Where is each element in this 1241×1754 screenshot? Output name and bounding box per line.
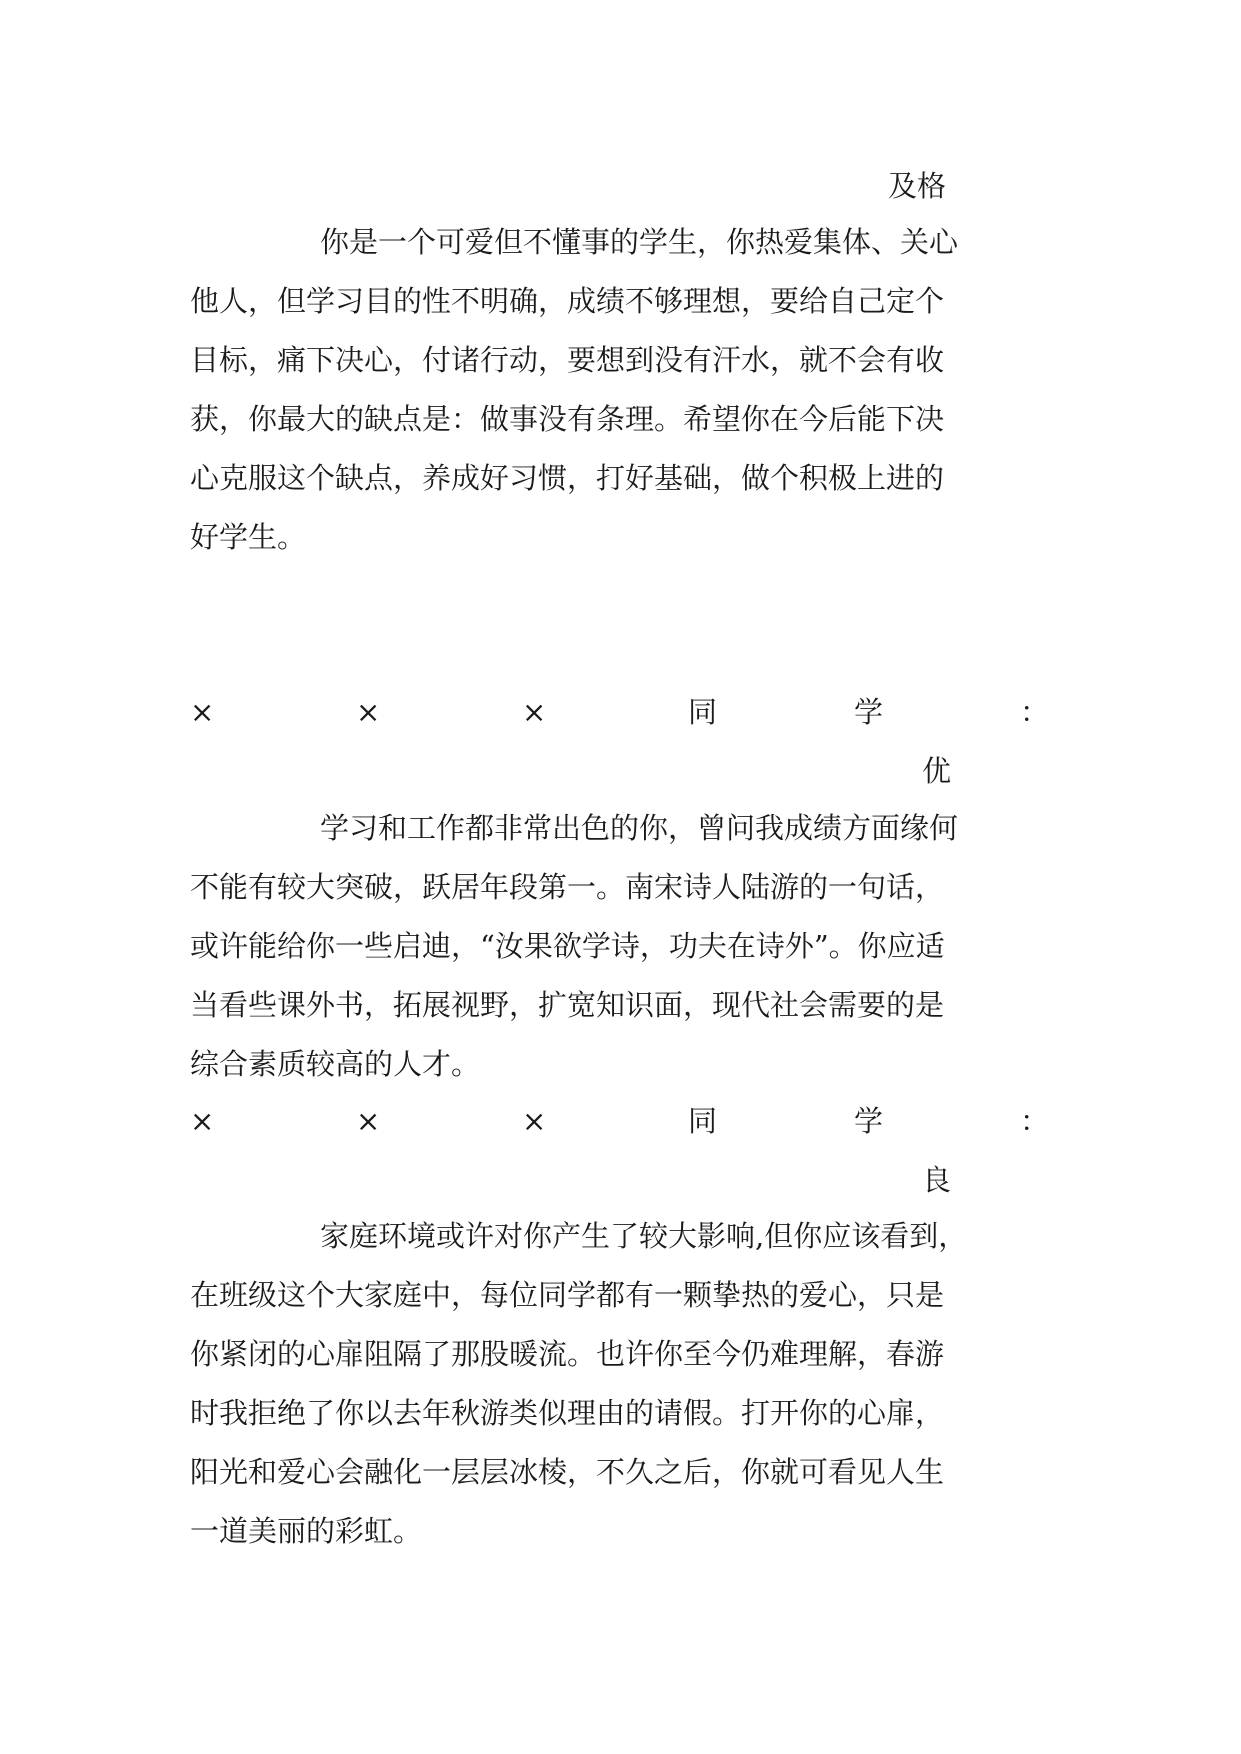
placeholder-mark: × xyxy=(522,695,547,729)
grade-label: 优 xyxy=(922,754,952,788)
placeholder-mark: × xyxy=(190,695,215,729)
salutation-char: 学 xyxy=(854,695,884,729)
paragraph-line: 学习和工作都非常出色的你，曾问我成绩方面缘何 xyxy=(320,811,959,845)
student-salutation xyxy=(190,1101,1062,1141)
salutation-colon: ： xyxy=(1020,695,1050,729)
salutation-char: 学 xyxy=(854,1104,884,1138)
paragraph-line: 获，你最大的缺点是：做事没有条理。希望你在今后能下决 xyxy=(190,402,945,436)
paragraph-line: 你是一个可爱但不懂事的学生，你热爱集体、关心 xyxy=(320,225,959,259)
paragraph-line: 你紧闭的心扉阻隔了那股暖流。也许你至今仍难理解，春游 xyxy=(190,1337,945,1371)
paragraph-line: 综合素质较高的人才。 xyxy=(190,1047,481,1081)
placeholder-mark: × xyxy=(190,1104,215,1138)
paragraph-line: 心克服这个缺点，养成好习惯，打好基础，做个积极上进的 xyxy=(190,461,945,495)
paragraph-line: 在班级这个大家庭中，每位同学都有一颗挚热的爱心，只是 xyxy=(190,1278,945,1312)
paragraph-line: 家庭环境或许对你产生了较大影响,但你应该看到， xyxy=(320,1219,968,1253)
paragraph-line: 他人，但学习目的性不明确，成绩不够理想，要给自己定个 xyxy=(190,284,945,318)
grade-label: 良 xyxy=(922,1163,952,1197)
placeholder-mark: × xyxy=(522,1104,547,1138)
salutation-colon: ： xyxy=(1020,1104,1050,1138)
paragraph-line: 阳光和爱心会融化一层层冰棱，不久之后，你就可看见人生 xyxy=(190,1455,945,1489)
paragraph-line: 目标，痛下决心，付诸行动，要想到没有汗水，就不会有收 xyxy=(190,343,945,377)
paragraph-line: 好学生。 xyxy=(190,520,307,554)
paragraph-line: 时我拒绝了你以去年秋游类似理由的请假。打开你的心扉， xyxy=(190,1396,945,1430)
salutation-char: 同 xyxy=(688,1104,718,1138)
placeholder-mark: × xyxy=(356,695,381,729)
placeholder-mark: × xyxy=(356,1104,381,1138)
paragraph-line: 或许能给你一些启迪，“汝果欲学诗，功夫在诗外”。你应适 xyxy=(190,929,945,963)
grade-label: 及格 xyxy=(888,169,947,203)
salutation-char: 同 xyxy=(688,695,718,729)
student-salutation xyxy=(190,692,1062,732)
paragraph-line: 不能有较大突破，跃居年段第一。南宋诗人陆游的一句话， xyxy=(190,870,945,904)
paragraph-line: 当看些课外书，拓展视野，扩宽知识面，现代社会需要的是 xyxy=(190,988,945,1022)
paragraph-line: 一道美丽的彩虹。 xyxy=(190,1514,423,1548)
